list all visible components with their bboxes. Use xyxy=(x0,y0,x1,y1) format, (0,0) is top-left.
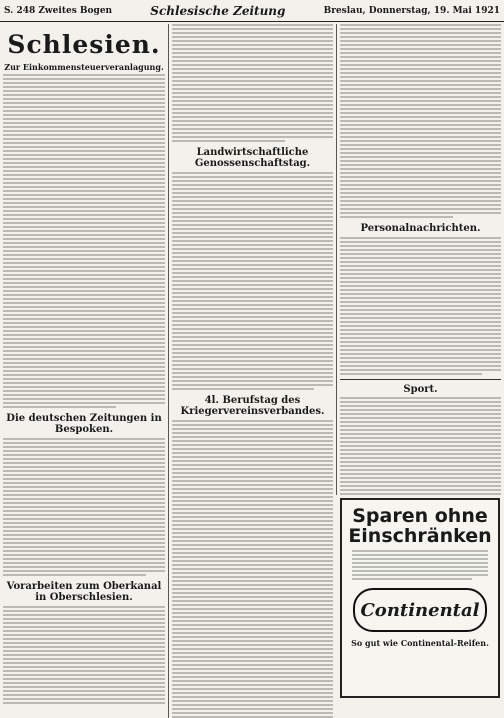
article-body xyxy=(172,420,333,718)
ad-headline: Sparen ohne Einschränken xyxy=(348,505,492,547)
article-body xyxy=(340,397,501,495)
article-heading: Landwirtschaftliche Genossenschaftstag. xyxy=(194,147,311,169)
masthead-left: S. 248 Zweites Bogen xyxy=(4,5,113,16)
masthead xyxy=(0,0,504,22)
article-body xyxy=(3,606,165,704)
article-body xyxy=(340,24,501,218)
article-body xyxy=(3,438,165,576)
article-heading: Die deutschen Zeitungen in Bespoken. xyxy=(6,413,162,435)
article-heading: Personalnachrichten. xyxy=(360,223,481,234)
article-heading: Vorarbeiten zum Oberkanal in Oberschlesien. xyxy=(6,581,162,603)
article-heading: Sport. xyxy=(403,384,438,395)
article-heading: 4l. Berufstag des Kriegervereinsverbandes. xyxy=(180,395,325,417)
continental-advertisement xyxy=(340,498,500,698)
ad-body xyxy=(342,546,498,584)
article-body xyxy=(172,172,333,390)
article-body xyxy=(340,237,501,375)
column-3 xyxy=(336,24,504,495)
continental-logo: Continental xyxy=(353,588,487,632)
ad-tagline: So gut wie Continental-Reifen. xyxy=(351,638,489,648)
article-heading: Zur Einkommensteuerveranlagung. xyxy=(4,62,164,72)
divider xyxy=(340,379,501,380)
article-body xyxy=(3,74,165,408)
masthead-date: Breslau, Donnerstag, 19. Mai 1921 xyxy=(323,5,500,16)
masthead-title: Schlesische Zeitung xyxy=(150,3,286,18)
column-1 xyxy=(0,24,168,704)
article-body xyxy=(172,24,333,142)
section-title: Schlesien. xyxy=(7,30,161,59)
column-2 xyxy=(168,24,336,718)
